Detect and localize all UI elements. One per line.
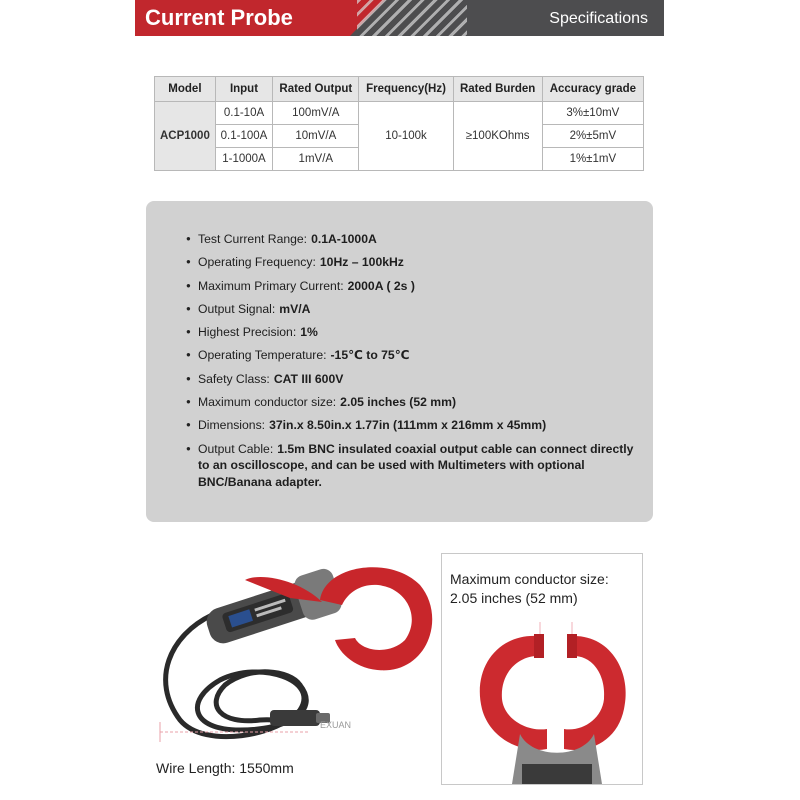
col-rated-burden: Rated Burden	[453, 77, 542, 102]
header-banner	[135, 0, 664, 36]
conductor-size-caption: Maximum conductor size: 2.05 inches (52 mm)	[450, 571, 609, 606]
spec-item-frequency: ● Operating Frequency: 10Hz – 100kHz	[186, 254, 636, 271]
cell-frequency: 10-100k	[359, 102, 453, 171]
cell-accuracy: 3%±10mV	[542, 102, 643, 125]
cell-output: 1mV/A	[273, 148, 359, 171]
probe-image	[150, 560, 440, 760]
col-rated-output: Rated Output	[273, 77, 359, 102]
cell-output: 100mV/A	[273, 102, 359, 125]
page-title: Current Probe	[145, 5, 293, 30]
spec-item-output-signal: ● Output Signal: mV/A	[186, 301, 636, 318]
cell-input: 0.1-100A	[215, 125, 272, 148]
spec-table	[154, 76, 644, 171]
header-stripes	[357, 0, 467, 36]
conductor-size-box	[441, 553, 643, 785]
spec-item-temperature: ● Operating Temperature: -15℃ to 75℃	[186, 347, 636, 364]
spec-item-max-current: ● Maximum Primary Current: 2000A ( 2s )	[186, 278, 636, 295]
cell-model: ACP1000	[155, 102, 216, 171]
col-input: Input	[215, 77, 272, 102]
spec-panel	[146, 201, 653, 522]
cell-input: 1-1000A	[215, 148, 272, 171]
spec-item-current-range: ● Test Current Range: 0.1A-1000A	[186, 231, 636, 248]
col-model: Model	[155, 77, 216, 102]
clamp-closeup-image	[442, 614, 642, 784]
spec-item-dimensions: ● Dimensions: 37in.x 8.50in.x 1.77in (111mm x 216mm x 45mm)	[186, 417, 636, 434]
cell-accuracy: 1%±1mV	[542, 148, 643, 171]
wire-length-label: Wire Length: 1550mm	[156, 760, 294, 776]
col-accuracy: Accuracy grade	[542, 77, 643, 102]
spec-item-conductor-size: ● Maximum conductor size: 2.05 inches (52 mm)	[186, 394, 636, 411]
cell-accuracy: 2%±5mV	[542, 125, 643, 148]
table-row	[155, 102, 644, 125]
spec-item-precision: ● Highest Precision: 1%	[186, 324, 636, 341]
table-header-row	[155, 77, 644, 102]
spec-item-output-cable: ● Output Cable: 1.5m BNC insulated coaxial output cable can connect directly to an oscilloscope, and can be used with Multimeters with optional BNC/Banana adapter.	[186, 441, 636, 491]
col-frequency: Frequency(Hz)	[359, 77, 453, 102]
watermark: EXUAN	[320, 720, 352, 730]
cell-output: 10mV/A	[273, 125, 359, 148]
page-subtitle: Specifications	[549, 10, 648, 27]
spec-item-safety: ● Safety Class: CAT III 600V	[186, 371, 636, 388]
spec-list	[186, 231, 636, 497]
cell-burden: ≥100KOhms	[453, 102, 542, 171]
cell-input: 0.1-10A	[215, 102, 272, 125]
